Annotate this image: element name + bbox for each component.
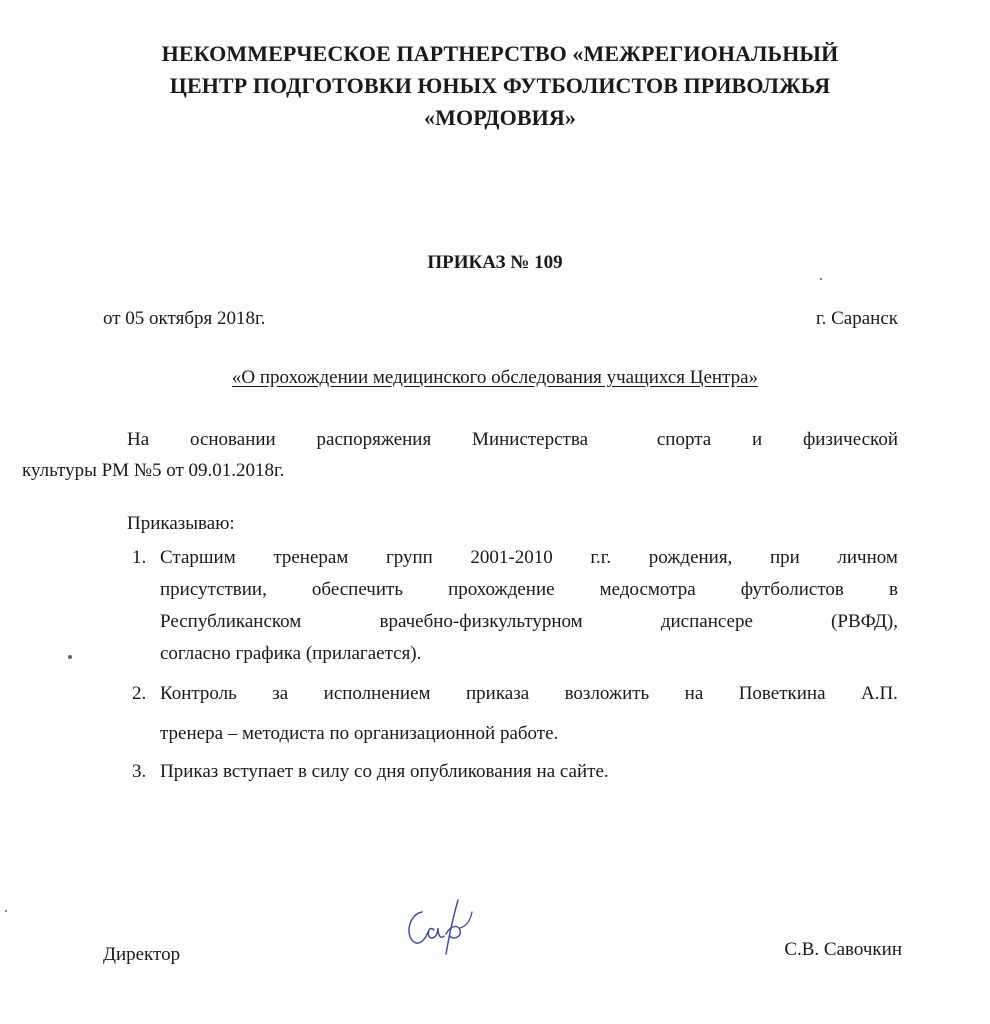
item-word: Старшим	[160, 547, 236, 568]
basis-word: На	[127, 429, 150, 450]
item-word: при	[769, 547, 800, 568]
item-word: футболистов	[740, 579, 844, 600]
item-number: 1.	[132, 547, 147, 568]
signature-image	[400, 890, 490, 960]
item-word: личном	[837, 547, 898, 568]
order-subject-text: «О прохождении медицинского обследования учащихся Центра»	[231, 367, 759, 388]
basis-word: Министерства	[472, 429, 589, 450]
item-line	[160, 606, 898, 638]
basis-word: и	[752, 429, 763, 450]
item-word: рождения,	[648, 547, 733, 568]
item-word: Поветкина	[738, 683, 826, 704]
item-line	[160, 674, 898, 714]
order-city: г. Саранск	[815, 308, 898, 329]
item-line: согласно графика (прилагается).	[160, 643, 422, 664]
order-title: ПРИКАЗ № 109	[427, 252, 563, 273]
item-word: Контроль	[160, 683, 237, 704]
item-line	[160, 542, 898, 574]
item-word: тренерам	[273, 547, 349, 568]
item-line	[160, 574, 898, 606]
basis-line-1	[22, 424, 898, 455]
item-word: возложить	[564, 683, 650, 704]
basis-word: физической	[803, 429, 898, 450]
item-word: в	[888, 579, 898, 600]
decree-item-1	[132, 542, 898, 670]
item-word: г.г.	[590, 547, 612, 568]
decree-item-2	[132, 674, 898, 754]
item-text	[160, 674, 898, 754]
org-title-line-2: ЦЕНТР ПОДГОТОВКИ ЮНЫХ ФУТБОЛИСТОВ ПРИВОЛЖЬЯ	[169, 73, 831, 98]
item-word: А.П.	[860, 683, 898, 704]
scan-speck	[68, 655, 72, 659]
organization-title	[100, 38, 900, 134]
org-title-line-3: «МОРДОВИЯ»	[424, 105, 576, 130]
item-word: диспансере	[660, 611, 753, 632]
item-text	[160, 542, 898, 670]
item-word: врачебно-физкультурном	[379, 611, 583, 632]
item-word: групп	[385, 547, 433, 568]
order-date: от 05 октября 2018г.	[103, 308, 266, 329]
basis-line-2: культуры РМ №5 от 09.01.2018г.	[22, 460, 285, 481]
item-word: присутствии,	[160, 579, 267, 600]
director-name: С.В. Савочкин	[784, 939, 902, 960]
scan-speck	[5, 910, 7, 912]
item-text	[160, 756, 898, 788]
decree-label: Приказываю:	[127, 513, 235, 534]
item-word: прохождение	[448, 579, 555, 600]
item-word: приказа	[466, 683, 530, 704]
item-word: (РВФД),	[831, 611, 898, 632]
item-word: за	[272, 683, 289, 704]
basis-word: спорта	[656, 429, 712, 450]
basis-word: распоряжения	[316, 429, 432, 450]
scan-speck	[820, 278, 822, 280]
basis-paragraph	[22, 424, 898, 486]
item-word: обеспечить	[311, 579, 403, 600]
item-word: на	[684, 683, 704, 704]
item-word: исполнением	[323, 683, 431, 704]
item-number: 2.	[132, 683, 147, 704]
decree-item-3	[132, 756, 898, 788]
org-title-line-1: НЕКОММЕРЧЕСКОЕ ПАРТНЕРСТВО «МЕЖРЕГИОНАЛЬНЫЙ	[161, 41, 839, 66]
item-line: Приказ вступает в силу со дня опубликования на сайте.	[160, 761, 609, 782]
order-subject	[0, 367, 990, 389]
item-word: медосмотра	[599, 579, 696, 600]
basis-word: основании	[189, 429, 276, 450]
director-title: Директор	[103, 944, 181, 965]
item-word: Республиканском	[160, 611, 302, 632]
item-word: 2001-2010	[470, 547, 553, 568]
item-number: 3.	[132, 761, 147, 782]
item-line: тренера – методиста по организационной работе.	[160, 723, 559, 744]
